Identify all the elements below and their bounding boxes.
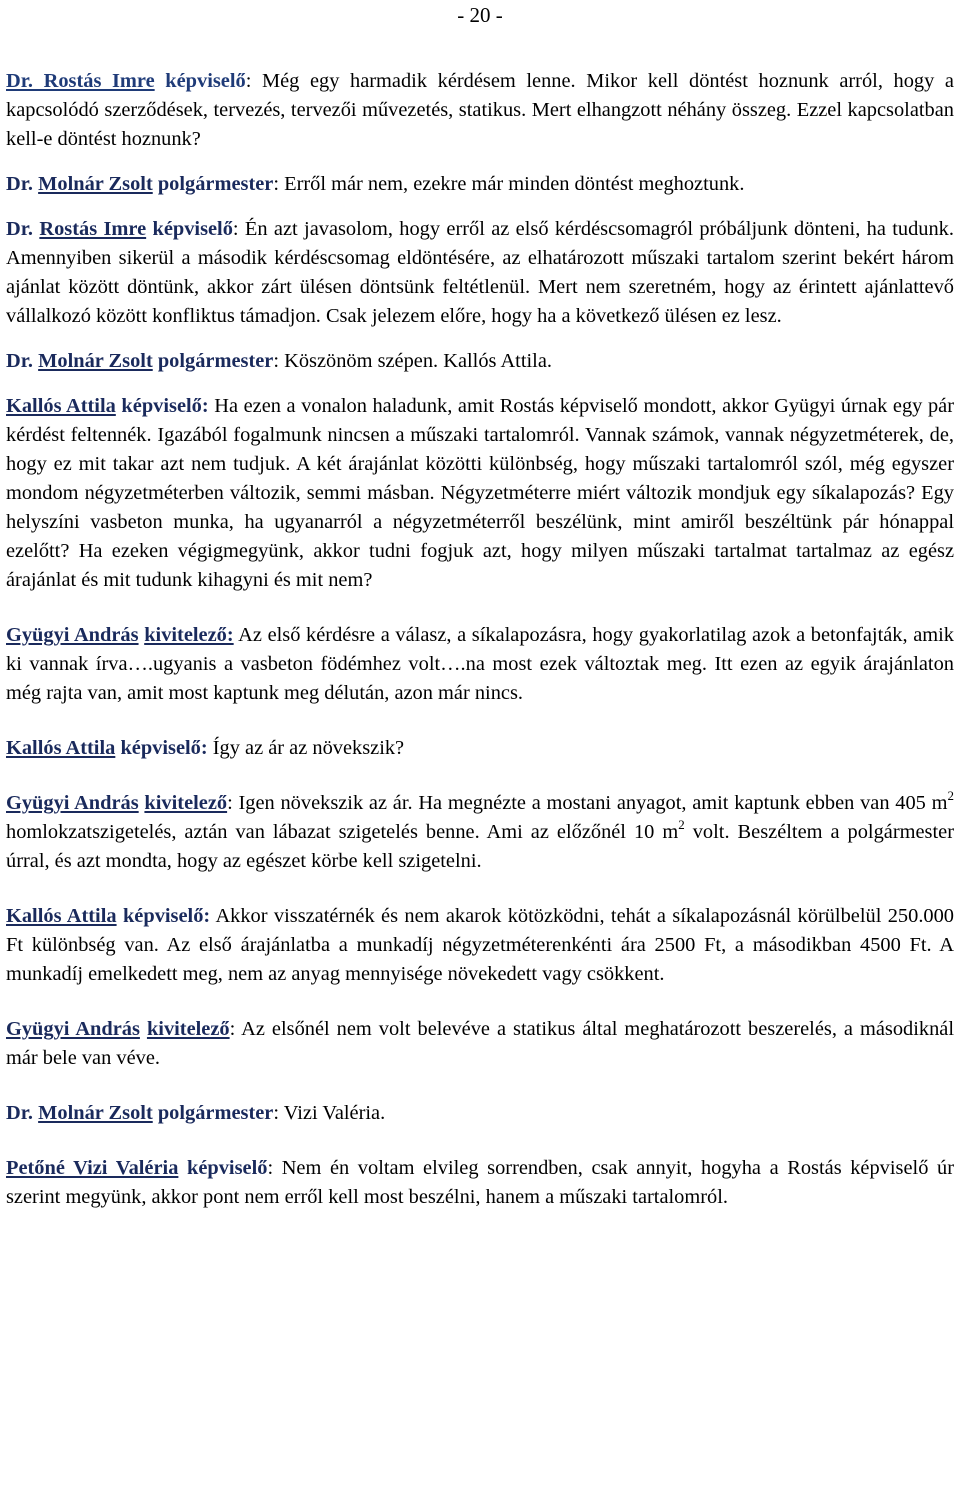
paragraph-text: homlokzatszigetelés, aztán van lábazat szigetelés benne. Ami az előzőnél 10 m (6, 821, 679, 843)
paragraph-rostas-2 (6, 215, 954, 331)
speaker-role: képviselő (152, 218, 233, 240)
speaker-name: Kallós Attila (6, 737, 116, 759)
speaker-name: Petőné Vizi Valéria (6, 1157, 179, 1179)
speaker-title: Dr. (6, 1102, 34, 1124)
paragraph-text: : Erről már nem, ezekre már minden döntést meghoztunk. (273, 173, 745, 195)
document-body (6, 67, 954, 1212)
speaker-role: polgármester (157, 173, 274, 195)
paragraph-rostas-1 (6, 67, 954, 154)
speaker-role: polgármester (157, 350, 274, 372)
paragraph-text: : Igen növekszik az ár. Ha megnézte a mostani anyagot, amit kaptunk ebben van 405 m (227, 792, 948, 814)
paragraph-text: : Az elsőnél nem volt belevéve a statikus által meghatározott beszerelés, a másodiknál már bele van véve. (6, 1018, 954, 1069)
speaker-role: kivitelező (144, 792, 228, 814)
paragraph-petone-1 (6, 1154, 954, 1212)
paragraph-molnar-3 (6, 1099, 954, 1128)
paragraph-text: : Köszönöm szépen. Kallós Attila. (273, 350, 552, 372)
speaker-title: Dr. (6, 350, 34, 372)
superscript: 2 (678, 817, 685, 832)
paragraph-text: Az első kérdésre a válasz, a síkalapozásra, hogy gyakorlatilag azok a betonfajták, amik ki vannak írva….ugyanis a vasbeton födémhez volt….na most ezek változtak meg. Itt ezen az egyik árajánlaton még rajta van, amit most kaptunk meg délután, azon már nincs. (6, 624, 954, 704)
speaker-role: kivitelező: (144, 624, 234, 646)
paragraph-text: : Én azt javasolom, hogy erről az első kérdéscsomagról próbáljunk dönteni, ha tudunk. Amennyiben sikerül a második kérdéscsomag eldöntésére, az elhatározott műszaki tartalom szerint bekért három ajánlat között döntünk, akkor zárt ülésen döntsünk feltétlenül. Mert nem szeretném, hogy az érintett ajánlattevő vállalkozó között konfliktus támadjon. Csak jelezem előre, hogy ha a következő ülésen ez lesz. (6, 218, 954, 327)
paragraph-kallos-1 (6, 392, 954, 595)
paragraph-molnar-1 (6, 170, 954, 199)
speaker-title: Dr. (6, 173, 34, 195)
paragraph-gyugyi-2 (6, 789, 954, 876)
paragraph-text: : Nem én voltam elvileg sorrendben, csak annyit, hogyha a Rostás képviselő úr szerint megyünk, akkor pont nem erről kell most beszélni, hanem a műszaki tartalomról. (6, 1157, 954, 1208)
paragraph-text: Így az ár az növekszik? (207, 737, 405, 759)
speaker-name: Gyügyi András (6, 1018, 140, 1040)
paragraph-kallos-2 (6, 734, 954, 763)
paragraph-text: Ha ezen a vonalon haladunk, amit Rostás képviselő mondott, akkor Gyügyi úrnak egy pár kérdést feltennék. Igazából fogalmunk nincsen a műszaki tartalomról. Vannak számok, vannak négyzetméterek, de, hogy ez mit takar azt nem tudjuk. A két árajánlat közötti különbség, hogy műszaki tartalomról szól, még egyszer mondom négyzetméterben változik, semmi másban. Négyzetméterre miért változik mondjuk egy síkalapozás? Egy helyszíni vasbeton munka, ha ugyanarról a négyzetméterről beszélünk, mint amiről beszéltünk pár hónappal ezelőtt? Ha ezeken végigmegyünk, akkor tudni fogjuk azt, hogy milyen műszaki tartalmat tartalmaz az egész árajánlat és mit tudunk kihagyni és mit nem? (6, 395, 954, 591)
paragraph-gyugyi-1 (6, 621, 954, 708)
speaker-role: kivitelező (146, 1018, 230, 1040)
speaker-role: képviselő (187, 1157, 268, 1179)
speaker-role: képviselő: (120, 737, 208, 759)
speaker-name: Kallós Attila (6, 395, 116, 417)
speaker-name: Rostás Imre (39, 218, 147, 240)
speaker-role: képviselő: (121, 395, 209, 417)
paragraph-text: : Vizi Valéria. (273, 1102, 386, 1124)
speaker-role: képviselő: (122, 905, 211, 927)
paragraph-text: volt. Beszéltem a polgármester úrral, és azt mondta, hogy az egészet körbe kell szigetelni. (6, 821, 954, 872)
speaker-name: Gyügyi András (6, 792, 139, 814)
speaker-role: polgármester (157, 1102, 274, 1124)
page-number: - 20 - (457, 3, 503, 27)
paragraph-gyugyi-3 (6, 1015, 954, 1073)
paragraph-text: : Még egy harmadik kérdésem lenne. Mikor kell döntést hoznunk arról, hogy a kapcsolódó szerződések, tervezés, tervezői művezetés, statikus. Mert elhangzott néhány összeg. Ezzel kapcsolatban kell-e döntést hoznunk? (6, 70, 954, 150)
speaker-name: Molnár Zsolt (38, 1102, 153, 1124)
speaker-name: Molnár Zsolt (38, 173, 153, 195)
speaker-name: Molnár Zsolt (38, 350, 153, 372)
speaker-name: Dr. Rostás Imre (6, 70, 155, 92)
paragraph-molnar-2 (6, 347, 954, 376)
speaker-name: Kallós Attila (6, 905, 117, 927)
superscript: 2 (947, 788, 954, 803)
speaker-name: Gyügyi András (6, 624, 139, 646)
paragraph-kallos-3 (6, 902, 954, 989)
speaker-role: képviselő (165, 70, 246, 92)
paragraph-text: Akkor visszatérnék és nem akarok kötözködni, tehát a síkalapozásnál körülbelül 250.000 Ft különbség van. Az első árajánlatba a munkadíj négyzetméterenkénti ára 2500 Ft, a másodikban 4500 Ft. A munkadíj emelkedett meg, nem az anyag mennyisége növekedett vagy csökkent. (6, 905, 954, 985)
speaker-title: Dr. (6, 218, 34, 240)
